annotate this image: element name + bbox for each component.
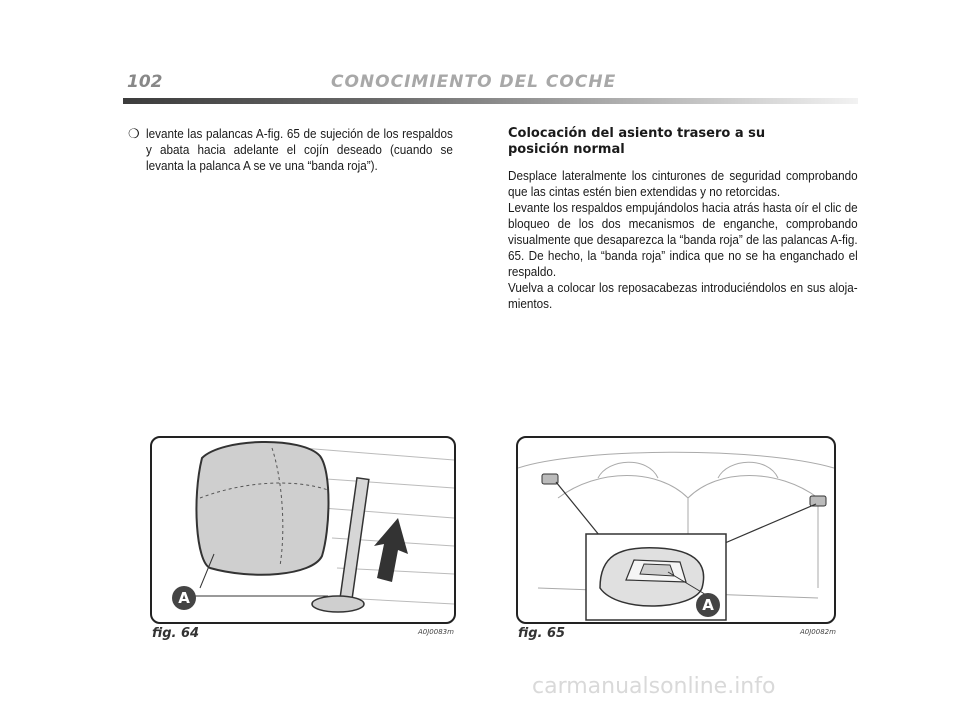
callout-a-fig64: A — [172, 586, 196, 610]
page-number: 102 — [127, 72, 163, 92]
rear-seat-illustration — [518, 438, 834, 622]
subsection-heading: Colocación del asiento trasero a su posición normal — [508, 126, 766, 157]
figure-64-code: A0J0083m — [418, 628, 454, 636]
header-rule — [123, 98, 858, 104]
paragraph: Desplace lateralmente los cinturones de seguridad comprobando que las cintas estén bien extendidas y no retorcidas. — [508, 169, 858, 199]
figure-65-code: A0J0082m — [800, 628, 836, 636]
bullet-circle-icon: ❍ — [128, 126, 140, 141]
page-header — [123, 68, 863, 108]
callout-a-fig65: A — [696, 593, 720, 617]
figure-65-caption: fig. 65 — [518, 626, 566, 641]
figure-65-rear-seat — [516, 436, 836, 624]
watermark: carmanualsonline.info — [532, 674, 776, 699]
bullet-text: levante las palancas A-fig. 65 de sujeción de los respaldos y abata hacia adelante el cojín deseado (cuando se levanta la palanca A se ve una “banda roja”). — [146, 127, 453, 173]
paragraph: Vuelva a colocar los reposacabezas introduciéndolos en sus aloja-mientos. — [508, 281, 858, 311]
section-title: CONOCIMIENTO DEL COCHE — [331, 72, 617, 92]
bullet-item — [128, 126, 476, 174]
left-column — [128, 126, 476, 174]
right-column — [508, 126, 858, 312]
figure-64-caption: fig. 64 — [152, 626, 200, 641]
headrest-illustration — [152, 438, 454, 622]
paragraph: Levante los respaldos empujándolos hacia atrás hasta oír el clic de bloqueo de los dos mecanismos de enganche, comprobando visualmente que desaparezca la “banda roja” de las palancas A-fig. 65. De hecho, la “banda roja” indica que no se ha enganchado el respaldo. — [508, 201, 858, 279]
